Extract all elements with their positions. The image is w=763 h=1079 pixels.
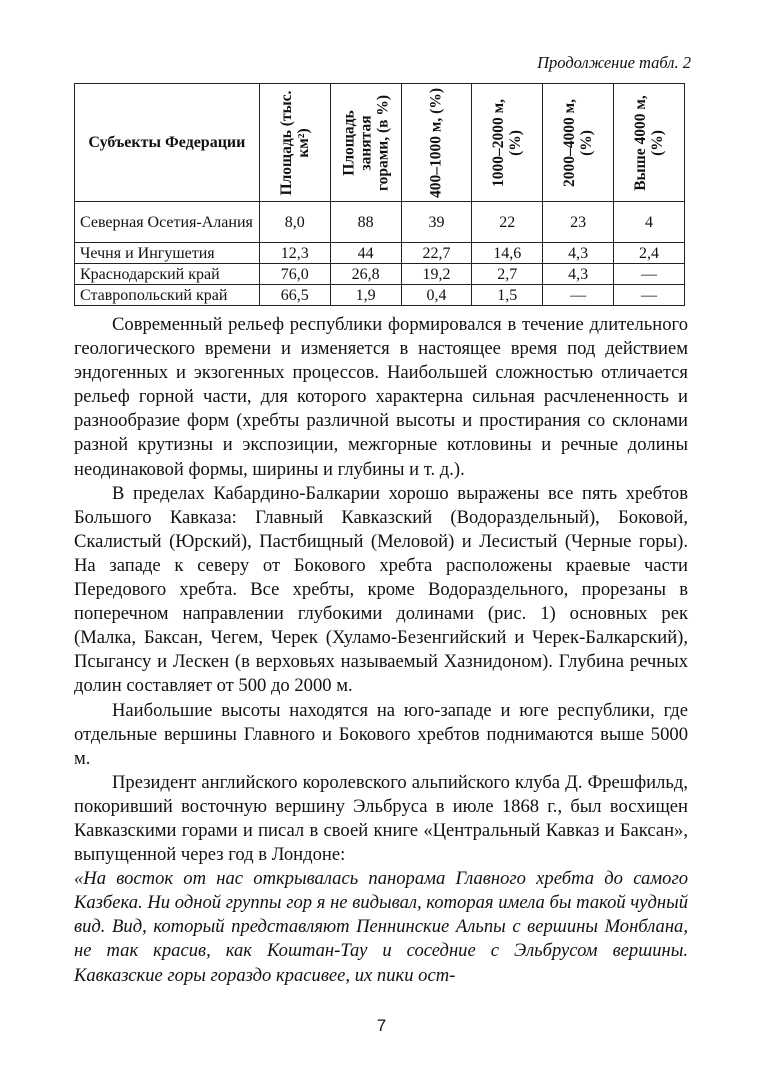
column-header-text: Площадь занятая горами, (в %) bbox=[340, 94, 392, 191]
table-cell: Ставропольский край bbox=[75, 285, 260, 306]
column-header-text: Выше 4000 м, (%) bbox=[632, 94, 667, 191]
table-cell: 19,2 bbox=[401, 264, 472, 285]
table-cell: — bbox=[614, 285, 685, 306]
table-cell: 88 bbox=[330, 202, 401, 243]
table-cell: 39 bbox=[401, 202, 472, 243]
subjects-table bbox=[74, 83, 685, 306]
table-row bbox=[75, 285, 685, 306]
table-cell: 4,3 bbox=[543, 264, 614, 285]
table-cell: Чечня и Ингушетия bbox=[75, 243, 260, 264]
column-header: Субъекты Федерации bbox=[75, 84, 260, 202]
column-header bbox=[259, 84, 330, 202]
paragraph: В пределах Кабардино-Балкарии хорошо выражены все пять хребтов Большого Кавказа: Главный Кавказский (Водораздельный), Боковой, Скалистый (Юрский), Пастбищный (Меловой) и Лесистый (Черные горы). На западе к северу от Бокового хребта расположены краевые части Передового хребта. Все хребты, кроме Водораздельного, прорезаны в поперечном направлении глубокими долинами (рис. 1) основных рек (Малка, Баксан, Чегем, Черек (Хуламо-Безенгийский и Черек-Балкарский), Псыгансу и Лескен (в верховьях называемый Хазнидоном). Глубина речных долин составляет от 500 до 2000 м. bbox=[74, 482, 688, 697]
table-cell: 22 bbox=[472, 202, 543, 243]
column-header-text: 400–1000 м, (%) bbox=[427, 87, 445, 198]
column-header-text: 1000–2000 м, (%) bbox=[490, 98, 525, 187]
table-cell: 76,0 bbox=[259, 264, 330, 285]
table-cell: 1,5 bbox=[472, 285, 543, 306]
page-number: 7 bbox=[376, 1016, 387, 1035]
continuation-label: Продолжение табл. 2 bbox=[537, 53, 691, 72]
column-header-text: Площадь (тыс. км²) bbox=[277, 90, 312, 195]
table-cell: 66,5 bbox=[259, 285, 330, 306]
column-header bbox=[614, 84, 685, 202]
column-header bbox=[401, 84, 472, 202]
paragraph: Наибольшие высоты находятся на юго-западе и юге республики, где отдельные вершины Главного и Бокового хребтов поднимаются выше 5000 м. bbox=[74, 699, 688, 769]
table-cell: 2,4 bbox=[614, 243, 685, 264]
table-cell: 23 bbox=[543, 202, 614, 243]
paragraph: Современный рельеф республики формировался в течение длительного геологического времени и изменяется в настоящее время под действием эндогенных и экзогенных процессов. Наибольшей сложностью отличается рельеф горной части, для которого характерна сильная расчлененность и разнообразие форм (хребты различной высоты и простирания со склонами разной крутизны и экспозиции, межгорные котловины и речные долины неодинаковой формы, ширины и глубины и т. д.). bbox=[74, 314, 688, 480]
table-cell: 2,7 bbox=[472, 264, 543, 285]
table-cell: 4,3 bbox=[543, 243, 614, 264]
quote-paragraph: «На восток от нас открывалась панорама Главного хребта до самого Казбека. Ни одной группы гор я не видывал, которая имела бы такой чудный вид. Вид, который представляют Пеннинские Альпы с вершины Монблана, не так красив, как Коштан-Тау и соседние с Эльбрусом вершины. Кавказские горы гораздо красивее, их пики ост- bbox=[74, 868, 688, 986]
table-cell: — bbox=[543, 285, 614, 306]
paragraph: Президент английского королевского альпийского клуба Д. Фрешфильд, покоривший восточную вершину Эльбруса в июле 1868 г., был восхищен Кавказскими горами и писал в своей книге «Центральный Кавказ и Баксан», выпущенной через год в Лондоне: bbox=[74, 771, 688, 866]
table-row bbox=[75, 202, 685, 243]
table-cell: 14,6 bbox=[472, 243, 543, 264]
table-cell: Краснодарский край bbox=[75, 264, 260, 285]
table-cell: 1,9 bbox=[330, 285, 401, 306]
table-cell: 22,7 bbox=[401, 243, 472, 264]
table-cell: 4 bbox=[614, 202, 685, 243]
column-header bbox=[330, 84, 401, 202]
table-cell: — bbox=[614, 264, 685, 285]
table-cell: 12,3 bbox=[259, 243, 330, 264]
table-cell: Северная Осетия-Алания bbox=[75, 202, 260, 243]
table-cell: 44 bbox=[330, 243, 401, 264]
table-cell: 8,0 bbox=[259, 202, 330, 243]
table-row bbox=[75, 264, 685, 285]
column-header bbox=[543, 84, 614, 202]
table-row bbox=[75, 243, 685, 264]
table-cell: 0,4 bbox=[401, 285, 472, 306]
table-header-row bbox=[75, 84, 685, 202]
table-cell: 26,8 bbox=[330, 264, 401, 285]
column-header bbox=[472, 84, 543, 202]
body-text bbox=[74, 313, 688, 988]
column-header-text: 2000–4000 м, (%) bbox=[561, 98, 596, 187]
